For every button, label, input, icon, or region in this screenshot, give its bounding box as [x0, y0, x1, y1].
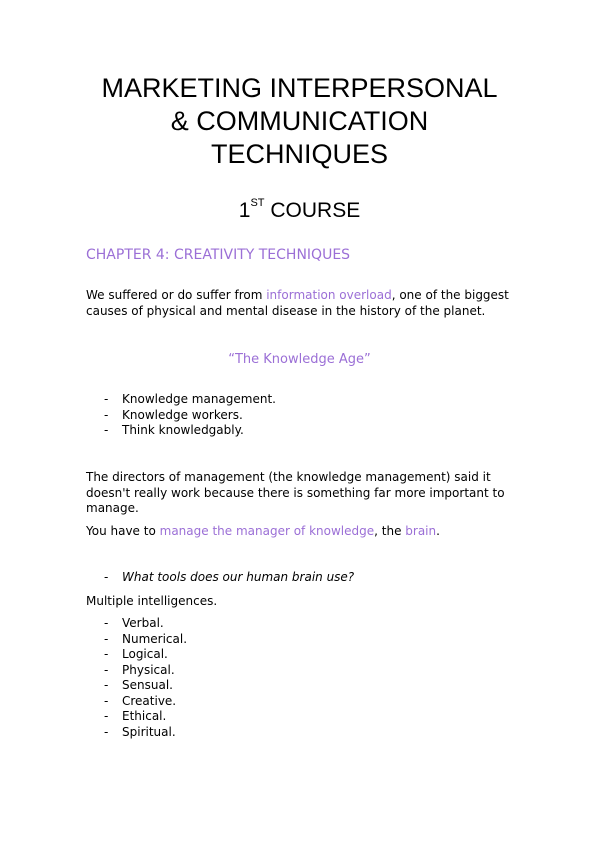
manage-text-middle: , the	[374, 524, 406, 538]
manage-sentence	[86, 524, 526, 540]
list-item-label: Logical.	[122, 647, 168, 661]
multiple-intelligences-heading: Multiple intelligences.	[86, 594, 218, 608]
bullet-dash: -	[104, 678, 109, 692]
manage-text-after: .	[436, 524, 440, 538]
list-item-label: Physical.	[122, 662, 175, 677]
list-item	[104, 632, 187, 648]
bullet-dash: -	[104, 709, 109, 723]
list-item-label: Numerical.	[122, 631, 188, 646]
list-item	[104, 392, 276, 408]
title-line-2: & COMMUNICATION	[170, 106, 429, 136]
list-item-label: Knowledge management.	[122, 392, 276, 406]
list-item	[104, 423, 276, 439]
bullet-dash: -	[104, 631, 109, 646]
title-line-3: TECHNIQUES	[210, 139, 389, 169]
list-item-label: Knowledge workers.	[122, 407, 243, 422]
list-item-label: Sensual.	[122, 678, 173, 692]
knowledge-list	[104, 392, 276, 439]
intro-text-before: We suffered or do suffer from	[86, 288, 267, 302]
chapter-heading: CHAPTER 4: CREATIVITY TECHNIQUES	[86, 247, 351, 263]
intro-highlight: information overload	[266, 288, 392, 302]
list-item	[104, 725, 187, 741]
list-item-label: Verbal.	[122, 616, 164, 630]
title-line-1: MARKETING INTERPERSONAL	[101, 73, 498, 103]
bullet-dash: -	[104, 392, 109, 406]
bullet-dash: -	[104, 423, 109, 437]
list-item	[104, 647, 187, 663]
manage-highlight-brain: brain	[405, 524, 437, 538]
course-superscript: ST	[250, 197, 265, 209]
list-item-label: Ethical.	[122, 709, 167, 723]
document-title	[0, 72, 599, 171]
list-item-label: Spiritual.	[122, 724, 176, 739]
intro-paragraph	[86, 288, 526, 319]
directors-paragraph: The directors of management (the knowledge management) said it doesn't really work because there is something far more important to manage.	[86, 470, 505, 515]
course-label: COURSE	[264, 199, 361, 222]
manage-text-before: You have to	[86, 524, 160, 538]
question-list	[104, 570, 354, 586]
list-item	[104, 616, 187, 632]
list-item	[104, 694, 187, 710]
bullet-dash: -	[104, 570, 109, 584]
list-item	[104, 408, 276, 424]
question-text: What tools does our human brain use?	[122, 570, 355, 584]
course-heading	[0, 193, 599, 224]
intro-text-after: , one of the biggest causes of physical and mental disease in the history of the planet.	[86, 288, 509, 318]
list-item-label: Creative.	[122, 693, 177, 708]
list-item-label: Think knowledgably.	[122, 423, 244, 437]
bullet-dash: -	[104, 616, 109, 630]
intelligences-list	[104, 616, 187, 740]
bullet-dash: -	[104, 647, 109, 661]
list-item	[104, 663, 187, 679]
list-item	[104, 678, 187, 694]
course-number: 1	[238, 199, 251, 222]
list-item	[104, 570, 354, 586]
bullet-dash: -	[104, 724, 109, 739]
manage-highlight-manager: manage the manager of knowledge	[159, 524, 375, 538]
list-item	[104, 709, 187, 725]
bullet-dash: -	[104, 407, 109, 422]
bullet-dash: -	[104, 693, 109, 708]
bullet-dash: -	[104, 662, 109, 677]
knowledge-age-quote: “The Knowledge Age”	[228, 352, 371, 367]
